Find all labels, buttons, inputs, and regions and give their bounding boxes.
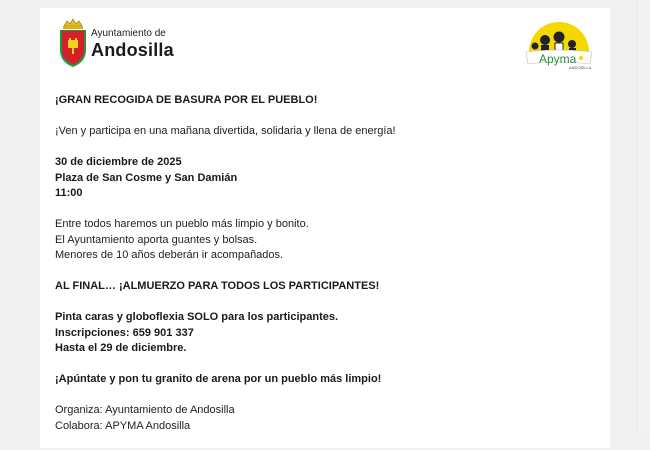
registration-deadline: Hasta el 29 de diciembre. [55,342,187,354]
logo-big-text: Andosilla [91,40,174,60]
email-body-card [40,8,610,448]
event-details [55,217,595,264]
event-time: 11:00 [55,187,83,199]
event-info [55,155,595,202]
collaborator: Colabora: APYMA Andosilla [55,419,191,432]
svg-text:ANDOSILLA: ANDOSILLA [569,65,592,70]
ayuntamiento-logo [58,18,174,68]
credits [55,403,595,434]
logo-small-text: Ayuntamiento de [91,28,166,39]
event-date: 30 de diciembre de 2025 [55,156,182,168]
scrollbar-track[interactable] [637,0,650,433]
apyma-text: Apyma [539,52,577,66]
lunch-announcement: AL FINAL… ¡ALMUERZO PARA TODOS LOS PARTICIPANTES! [55,280,380,292]
extras-info [55,310,595,357]
email-content [55,93,595,450]
header [40,8,610,78]
detail-line: El Ayuntamiento aporta guantes y bolsas. [55,233,258,246]
registration-phone: Inscripciones: 659 901 337 [55,326,194,339]
event-title: ¡GRAN RECOGIDA DE BASURA POR EL PUEBLO! [55,94,318,106]
extras-line: Pinta caras y globoflexia SOLO para los participantes. [55,311,339,323]
event-place: Plaza de San Cosme y San Damián [55,171,238,184]
apyma-logo [523,18,595,74]
detail-line: Entre todos haremos un pueblo más limpio y bonito. [55,218,309,230]
coat-of-arms-icon [58,18,88,68]
call-to-action: ¡Apúntate y pon tu granito de arena por un pueblo más limpio! [55,373,382,385]
intro-text: ¡Ven y participa en una mañana divertida, solidaria y llena de energía! [55,125,396,137]
detail-line: Menores de 10 años deberán ir acompañados. [55,249,284,261]
organizer: Organiza: Ayuntamiento de Andosilla [55,404,235,416]
